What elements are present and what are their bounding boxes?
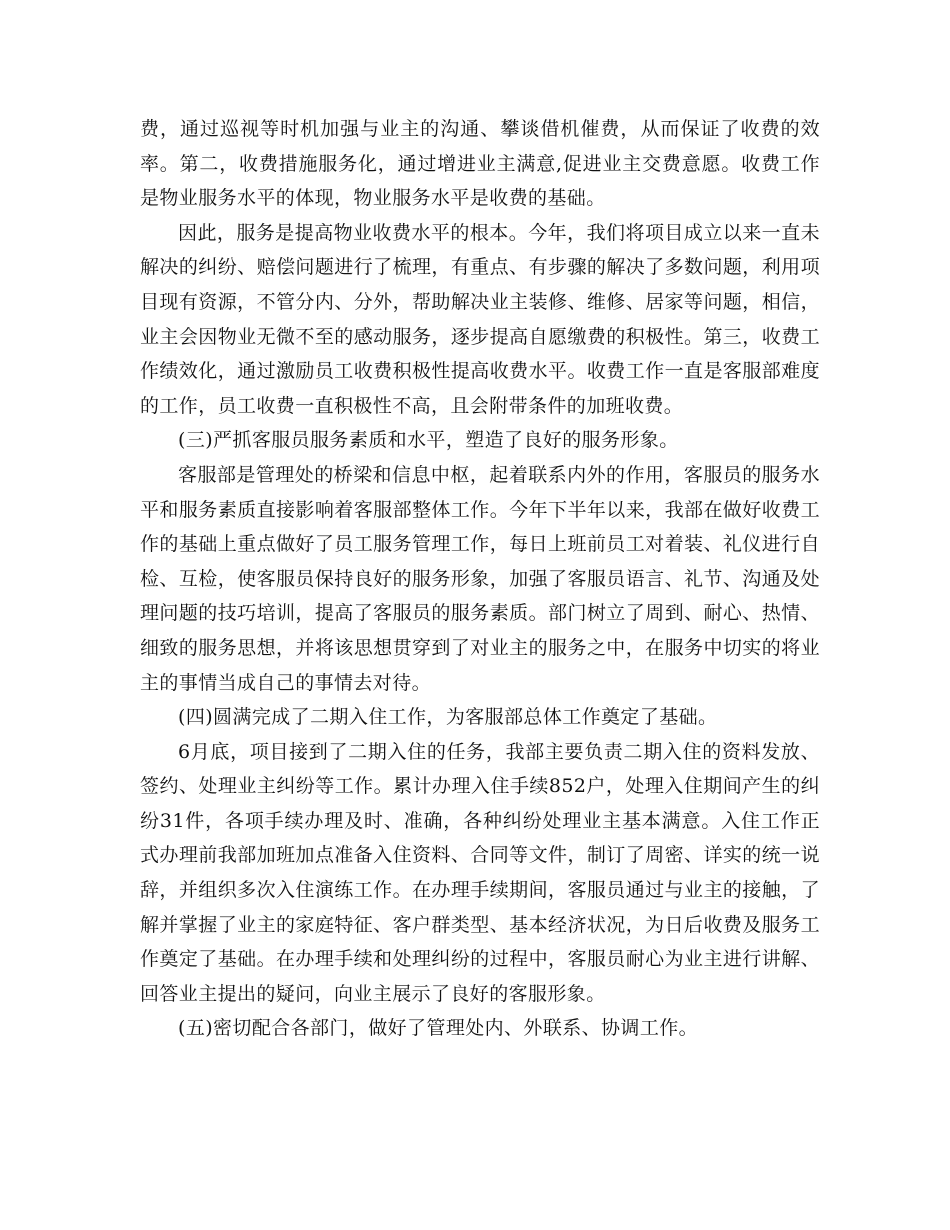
document-body bbox=[140, 112, 820, 1046]
paragraph-phase-two-move-in: 6月底，项目接到了二期入住的任务，我部主要负责二期入住的资料发放、签约、处理业主纠纷等工作。累计办理入住手续852户，处理入住期间产生的纠纷31件，各项手续办理及时、准确，各种纠纷处理业主基本满意。入住工作正式办理前我部加班加点准备入住资料、合同等文件，制订了周密、详实的统一说辞，并组织多次入住演练工作。在办理手续期间，客服员通过与业主的接触，了解并掌握了业主的家庭特征、客户群类型、基本经济状况，为日后收费及服务工作奠定了基础。在办理手续和处理纠纷的过程中，客服员耐心为业主进行讲解、回答业主提出的疑问，向业主展示了良好的客服形象。 bbox=[140, 740, 820, 1005]
section-heading-5: (五)密切配合各部门，做好了管理处内、外联系、协调工作。 bbox=[178, 1017, 699, 1040]
section-heading-4: (四)圆满完成了二期入住工作，为客服部总体工作奠定了基础。 bbox=[178, 706, 718, 729]
paragraph-continuation: 费，通过巡视等时机加强与业主的沟通、攀谈借机催费，从而保证了收费的效率。第二，收费措施服务化，通过增进业主满意,促进业主交费意愿。收费工作是物业服务水平的体现，物业服务水平是收费的基础。 bbox=[140, 118, 820, 210]
paragraph-service-fundamental: 因此，服务是提高物业收费水平的根本。今年，我们将项目成立以来一直未解决的纠纷、赔偿问题进行了梳理，有重点、有步骤的解决了多数问题，利用项目现有资源，不管分内、分外，帮助解决业主装修、维修、居家等问题，相信，业主会因物业无微不至的感动服务，逐步提高自愿缴费的积极性。第三，收费工作绩效化，通过激励员工收费积极性提高收费水平。收费工作一直是客服部难度的工作，员工收费一直积极性不高，且会附带条件的加班收费。 bbox=[140, 221, 820, 417]
paragraph-customer-service: 客服部是管理处的桥梁和信息中枢，起着联系内外的作用，客服员的服务水平和服务素质直接影响着客服部整体工作。今年下半年以来，我部在做好收费工作的基础上重点做好了员工服务管理工作，每日上班前员工对着装、礼仪进行自检、互检，使客服员保持良好的服务形象，加强了客服员语言、礼节、沟通及处理问题的技巧培训，提高了客服员的服务素质。部门树立了周到、耐心、热情、细致的服务思想，并将该思想贯穿到了对业主的服务之中，在服务中切实的将业主的事情当成自己的事情去对待。 bbox=[140, 463, 820, 694]
section-heading-3: (三)严抓客服员服务素质和水平，塑造了良好的服务形象。 bbox=[178, 429, 679, 452]
